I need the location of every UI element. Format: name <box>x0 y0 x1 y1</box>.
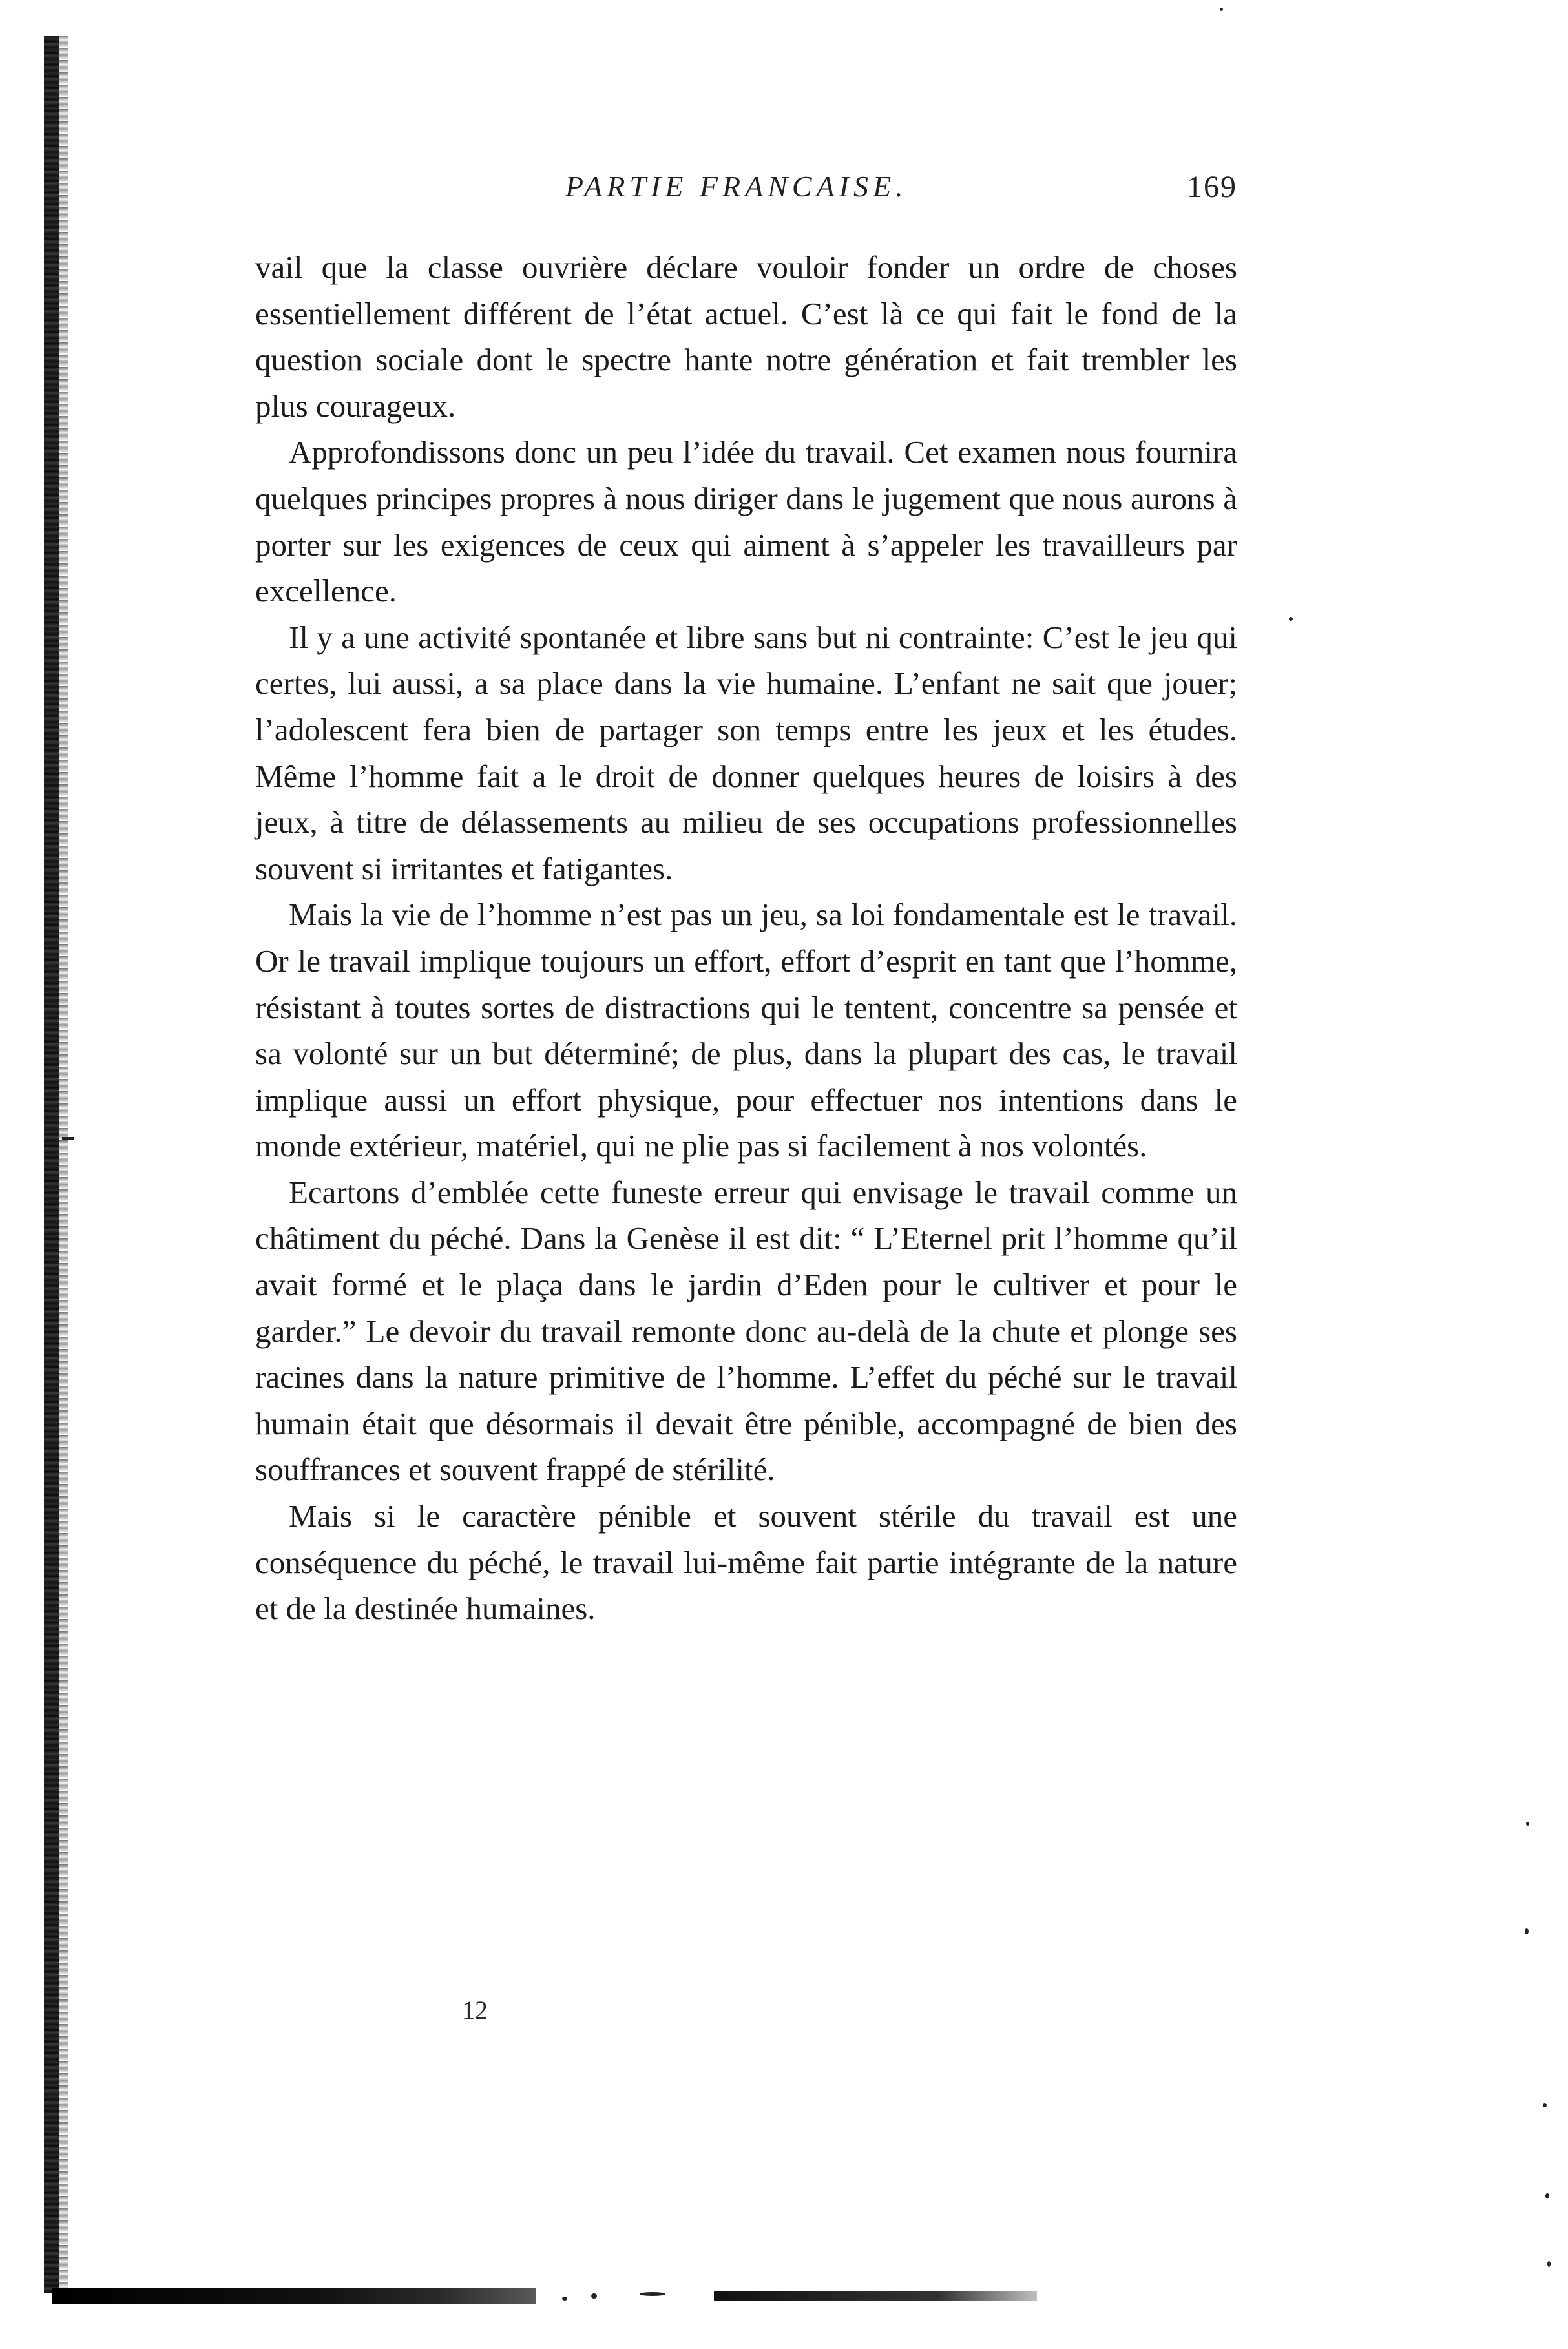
scan-speck <box>1220 8 1223 11</box>
body-text <box>255 244 1237 1632</box>
paragraph-continuation: vail que la classe ouvrière déclare vouloir fonder un ordre de choses essentiellement différent de l’état actuel. C’est là ce qui fait le fond de la question sociale dont le spectre hante notre génération et fait trembler les plus courageux. <box>255 249 1237 424</box>
scan-speck <box>562 2297 567 2301</box>
running-head <box>255 169 1237 214</box>
paragraph: Mais la vie de l’homme n’est pas un jeu, sa loi fondamentale est le travail. Or le travail implique toujours un effort, effort d’esprit en tant que l’homme, résistant à toutes sortes de distractions qui le tentent, concentre sa pensée et sa volonté sur un but déterminé; de plus, dans la plupart des cas, le travail implique aussi un effort physique, pour effectuer nos intentions dans le monde extérieur, matériel, qui ne plie pas si facilement à nos volontés. <box>255 897 1237 1164</box>
scan-speck <box>1526 1822 1529 1826</box>
scan-artifact-bottom-right <box>714 2291 1037 2301</box>
running-title: PARTIE FRANCAISE. <box>565 170 908 203</box>
paragraph: Il y a une activité spontanée et libre sans but ni contrainte: C’est le jeu qui certes, lui aussi, a sa place dans la vie humaine. L’enfant ne sait que jouer; l’adolescent fera bien de partager son temps entre les jeux et les études. Même l’homme fait a le droit de donner quelques heures de loisirs à des jeux, à titre de délassements au milieu de ses occupations professionnelles souvent si irritantes et fatigantes. <box>255 619 1237 886</box>
paragraph: Approfondissons donc un peu l’idée du travail. Cet examen nous fournira quelques principes propres à nous diriger dans le jugement que nous aurons à porter sur les exigences de ceux qui aiment à s’appeler les travailleurs par excellence. <box>255 434 1237 609</box>
scanned-binding-edge <box>44 36 59 2293</box>
scan-speck <box>640 2292 665 2296</box>
scan-artifact-bottom-left <box>52 2288 536 2304</box>
binding-nick <box>62 1137 74 1140</box>
scan-speck <box>1289 617 1293 621</box>
paragraph: Mais si le caractère pénible et souvent stérile du travail est une conséquence du péché, le travail lui-même fait partie intégrante de la nature et de la destinée humaines. <box>255 1498 1237 1627</box>
scan-speck <box>1545 2193 1549 2198</box>
scan-speck <box>591 2293 597 2299</box>
scan-speck <box>1543 2103 1547 2107</box>
scan-speck <box>1547 2261 1551 2267</box>
page-number: 169 <box>1187 170 1237 204</box>
scanned-binding-shadow <box>59 36 68 2293</box>
paragraph: Ecartons d’emblée cette funeste erreur qui envisage le travail comme un châtiment du péché. Dans la Genèse il est dit: “ L’Eternel prit l’homme qu’il avait formé et le plaça dans le jardin d’Eden pour le cultiver et pour le garder.” Le devoir du travail remonte donc au-delà de la chute et plonge ses racines dans la nature primitive de l’homme. L’effet du péché sur le travail humain était que désormais il devait être pénible, accompagné de bien des souffrances et souvent frappé de stérilité. <box>255 1174 1237 1488</box>
signature-mark: 12 <box>462 1996 488 2025</box>
scan-speck <box>1525 1928 1529 1934</box>
